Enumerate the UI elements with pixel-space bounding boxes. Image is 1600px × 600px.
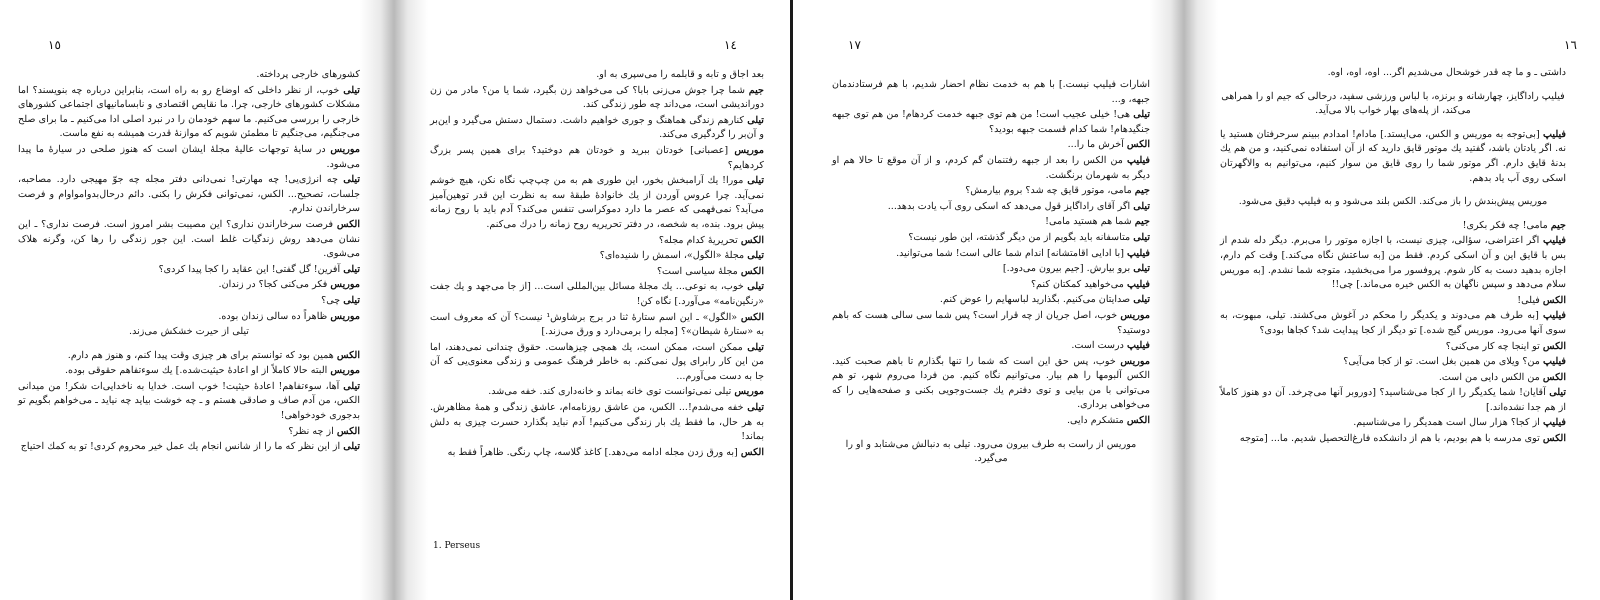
speaker-name: تیلی (747, 250, 764, 262)
dialogue-line (1220, 309, 1566, 338)
line-text: شما هم هستید مامی! (1045, 216, 1132, 228)
speaker-name: تیلی (343, 441, 360, 453)
line-text: توی مدرسه با هم بودیم، با هم از دانشکده فارغ‌التحصیل شدیم. ما... [متوجه (1239, 433, 1540, 445)
speaker-name: تیلی (747, 281, 764, 293)
line-text: [بی‌توجه به موریس و الکس، می‌ایستد.] مادام! امدادم ببینم سرحرفتان هستید یا نه. اگر یادتان باشد، گفتید یك موتور قایق دارید که از آن استفاده نمی‌کنید، و من هم یك بدنهٔ قایق دارم. اگر موتور شما را روی قایق من سوار کنیم، می‌توانیم به والاگهرتان اسکی روی آب یاد بدهم. (1220, 128, 1566, 184)
line-text: از چه نظر؟ (288, 425, 334, 437)
line-text: خفه می‌شدم!... الکس، من عاشق روزنامه‌ام، عاشق زندگی و همهٔ مظاهرش. به هر حال، ما فقط یك بار زندگی می‌کنیم! آدم نباید بگذارد حسرت چیزی به دلش بماند! (430, 402, 764, 443)
line-text: خوب، به نوعی... یك مجلهٔ مسائل بین‌المللی است... [از جا می‌جهد و یك جفت «رنگین‌نامه» می‌آورد.] نگاه کن! (430, 281, 764, 307)
page-number: ١٦ (1564, 38, 1577, 52)
speaker-name: تیلی (343, 380, 361, 392)
page-text (18, 68, 360, 456)
line-text: مجلهٔ «الگول»، اسمش را شنیده‌ای؟ (599, 250, 745, 262)
line-text: اگر اعتراضی، سؤالی، چیزی نیست، با اجازه موتور را می‌برم. دیگر دله شدم از بس با قایق این و آن اسکی کردم. فقط من [به ساعتش نگاه می‌کند.] وقت کم دارم، اجازه بدهید دست به کار شوم. پروفسور مرا می‌بخشید، متوجه شما نشدم. [به موریس سلام می‌دهد و سپس ناگهان به الکس خیره می‌ماند.] چی!! (1220, 235, 1566, 291)
dialogue-line (18, 173, 360, 217)
dialogue-line (430, 311, 764, 340)
line-text: متشکرم دایی. (1066, 415, 1124, 427)
line-text: فیلی! (1517, 294, 1540, 306)
dialogue-line (430, 144, 764, 173)
dialogue-line (1220, 432, 1566, 447)
dialogue-line (18, 263, 360, 278)
speaker-name: موریس (1120, 309, 1150, 321)
spread-divider (788, 0, 800, 600)
dialogue-line (832, 309, 1150, 338)
speaker-name: الکس (1126, 139, 1150, 151)
speaker-name: فیلیپ (1543, 417, 1566, 429)
dialogue-line (430, 84, 764, 113)
speaker-name: تیلی (747, 402, 764, 414)
page-15 (0, 0, 394, 600)
speaker-name: جیم (1134, 185, 1150, 197)
line-text: موریس پیش‌بندش را باز می‌کند. الکس بلند می‌شود و به فیلیپ دقیق می‌شود. (1238, 196, 1548, 208)
dialogue-line (430, 265, 764, 280)
dialogue-line (832, 184, 1150, 199)
speaker-name: موریس (734, 386, 764, 398)
dialogue-line (18, 380, 360, 424)
dialogue-line (832, 231, 1150, 246)
dialogue-line (1220, 219, 1566, 234)
speaker-name: تیلی (343, 84, 360, 96)
dialogue-line (18, 310, 360, 325)
speaker-name: تیلی (1133, 263, 1150, 275)
line-text: تیلی از حیرت خشکش می‌زند. (129, 326, 249, 338)
line-text: هی! خیلی عجیب است! من هم توی جبهه خدمت کردهام! من هم توی جبهه جنگیدهام! شما کدام قسمت جبهه بودید؟ (832, 109, 1150, 135)
line-text: مامی! چه فکر بکری! (1462, 219, 1548, 231)
left-spread (0, 0, 788, 600)
line-text: من الکس دایی من است. (1438, 371, 1540, 383)
speaker-name: تیلی (343, 263, 360, 275)
gutter-shadow (1150, 0, 1184, 600)
speaker-name: الکس (336, 218, 360, 230)
speaker-name: تیلی (1549, 387, 1566, 399)
speaker-name: جیم (1134, 216, 1150, 228)
line-text: اگر آقای راداگایز قول می‌دهد که اسکی روی آب یادت بدهد... (887, 200, 1131, 212)
speaker-name: موریس (734, 144, 764, 156)
dialogue-line (1220, 386, 1566, 415)
dialogue-line (430, 234, 764, 249)
dialogue-line (832, 200, 1150, 215)
right-spread (800, 0, 1600, 600)
line-text: ظاهراً ده سالی زندان بوده. (218, 310, 328, 322)
dialogue-line (18, 218, 360, 262)
dialogue-line (1220, 416, 1566, 431)
line-text: بعد اجاق و تابه و قابلمه را می‌سپری به او. (596, 69, 764, 80)
speaker-name: الکس (1126, 415, 1150, 427)
line-text: آفرین! گل گفتی! این عقاید را کجا پیدا کردی؟ (158, 263, 341, 275)
dialogue-line (430, 385, 764, 400)
speaker-name: الکس (740, 234, 764, 246)
speaker-name: موریس (330, 279, 360, 291)
speaker-name: موریس (1120, 355, 1150, 367)
line-text: [به ورق زدن مجله ادامه می‌دهد.] کاغذ گلاسه، چاپ رنگی. ظاهراً فقط به (447, 446, 738, 458)
dialogue-line (1220, 371, 1566, 386)
page-text (1220, 66, 1566, 448)
speaker-name: تیلی (343, 174, 360, 186)
line-text: فیلیپ راداگایز، چهارشانه و برنزه، با لباس ورزشی سفید، درحالی که جیم او را همراهی می‌کند، از پله‌های بهار خواب بالا می‌آید. (1221, 90, 1565, 117)
line-text: من؟ ویلای من همین بغل است. تو از کجا می‌آیی؟ (1343, 356, 1540, 368)
speaker-name: فیلیپ (1543, 356, 1566, 368)
line-text: من الکس را بعد از جبهه رفتنمان گم کردم، و از آن موقع تا حالا هم او دیگر به شهرمان برنگشت. (832, 154, 1150, 181)
speaker-name: الکس (740, 265, 764, 277)
speaker-name: تیلی (1133, 200, 1150, 212)
gutter-shadow (1184, 0, 1218, 600)
line-text: آقایان! شما یکدیگر را از کجا می‌شناسید؟ [دوروبر آنها می‌چرخد. آن دو هنوز کاملاً از هم جدا نشده‌اند.] (1220, 387, 1566, 413)
stage-direction (832, 438, 1150, 467)
speaker-name: الکس (1542, 371, 1566, 383)
line-text: شما چرا جوش می‌زنی بابا؟ کی می‌خواهد زن بگیرد، شما یا من؟ مادر من زن دوراندیشی است، می‌داند چه طور زندگی کند. (430, 84, 764, 111)
page-17 (800, 0, 1184, 600)
dialogue-line (832, 154, 1150, 183)
stage-direction (1220, 90, 1566, 119)
dialogue-line (18, 425, 360, 440)
line-text: موریس از راست به طرف بیرون می‌رود. تیلی به دنبالش می‌شتابد و او را می‌گیرد. (845, 438, 1137, 465)
stage-direction (18, 325, 360, 340)
dialogue-line (1220, 294, 1566, 309)
line-text: فکر می‌کنی کجا؟ در زندان. (218, 279, 328, 291)
dialogue-line (832, 215, 1150, 230)
dialogue-line (430, 341, 764, 385)
line-text: کنارهم زندگی هماهنگ و جوری خواهیم داشت. دستمال دستش می‌گیرد و این‌بر و آن‌بر را گردگیری می‌کند. (430, 114, 764, 141)
speaker-name: فیلیپ (1127, 340, 1150, 352)
speaker-name: تیلی (747, 175, 764, 187)
speaker-name: فیلیپ (1543, 128, 1566, 140)
line-text: درست است. (1071, 340, 1124, 352)
line-text: برو بیارش. [جیم بیرون می‌دود.] (1002, 263, 1131, 275)
line-text: تو اینجا چه کار می‌کنی؟ (1445, 340, 1540, 352)
speaker-name: تیلی (747, 341, 764, 353)
line-text: خوب، از نظر داخلی که اوضاع رو به راه است، بنابراین درباره چه بنویسند؟ اما مشکلات کشورهای خارجی، چرا. ما نقایص اقتصادی و نابسامانیهای اجتماعی کشورهای خارجی را بررسی می‌کنیم. ما سهم خودمان را در نبرد اصلی ادا می‌کنیم ـ ما برای صلح می‌جنگیم، می‌جنگیم تا مطمئن شویم که موازنهٔ قدرت همیشه به نفع ماست. (18, 84, 360, 140)
dialogue-line (1220, 355, 1566, 370)
page-14 (394, 0, 788, 600)
stage-direction (1220, 195, 1566, 210)
speaker-name: فیلیپ (1543, 310, 1566, 322)
page-16 (1184, 0, 1600, 600)
speaker-name: جیم (748, 84, 764, 96)
page-text (832, 78, 1150, 468)
speaker-name: فیلیپ (1127, 278, 1150, 290)
gutter-shadow (360, 0, 394, 600)
line-text: مورا! یك آرامبخش بخور، این طوری هم به من چپ‌چپ نگاه نکن، هیچ خوشم نمی‌آید. چرا عروس آوردن از یك خانوادهٔ طبقهٔ سه به نظرت این قدر توهین‌آمیز می‌آید؟ نمی‌فهمی که عصر ما دارد دموکراسی تنفس می‌کند؟ آدم باید با روح زمانه پیش برود. بنده، به شخصه، در دفتر تحریریه روح زمانه را درك می‌کنم. (430, 175, 764, 230)
dialogue-line (832, 339, 1150, 354)
dialogue-line (430, 114, 764, 143)
dialogue-line (1220, 234, 1566, 292)
dialogue-line (18, 364, 360, 379)
line-text: از کجا؟ هزار سال است همدیگر را می‌شناسیم. (1353, 417, 1540, 429)
page-number: ١٤ (724, 38, 737, 52)
dialogue-line (832, 247, 1150, 262)
footnote: 1. Perseus (433, 541, 481, 551)
line-text: «الگول» ـ این اسم ستارهٔ ثنا در برج برشاوش¹ نیست؟ آن که معروف است به «ستارهٔ شیطان»؟ [مجله را برمی‌دارد و ورق می‌زند.] (430, 311, 764, 338)
dialogue-line (18, 278, 360, 293)
dialogue-line (1220, 340, 1566, 355)
dialogue-line (430, 401, 764, 445)
speaker-name: جیم (1550, 219, 1566, 231)
line-text: چی؟ (321, 294, 341, 306)
speaker-name: موریس (330, 310, 360, 322)
dialogue-line (832, 138, 1150, 153)
speaker-name: تیلی (1133, 294, 1150, 306)
speaker-name: تیلی (343, 294, 360, 306)
dialogue-line (18, 294, 360, 309)
dialogue-line (832, 293, 1150, 308)
dialogue-line (832, 78, 1150, 107)
dialogue-line (430, 174, 764, 232)
speaker-name: تیلی (1133, 231, 1150, 243)
line-text: صدایتان می‌کنیم. بگذارید لباسهایم را عوض کنم. (939, 294, 1131, 306)
speaker-name: الکس (740, 446, 764, 458)
line-text: [به طرف هم می‌دوند و یکدیگر را محکم در آغوش می‌کشند. تیلی، مبهوت، به سوی آنها می‌رود. موریس گیج شده.] تو دیگر از کجا پیدایت شد؟ کجاها بودی؟ (1220, 310, 1566, 336)
line-text: ممکن است، ممکن است، یك همچی چیزهاست. حقوق چندانی نمی‌دهند، اما من این کار رابرای پول نمی‌کنم. به خاطر فرهنگ عمومی و زندگی معنوی‌یی که آن جا به دست می‌آورم... (430, 341, 764, 382)
dialogue-line (832, 108, 1150, 137)
line-text: البته حالا کاملاً از او اعادهٔ حیثیت‌شده.] یك سوءتفاهم حقوقی بوده. (65, 365, 328, 377)
line-text: آها، سوءتفاهم! اعادهٔ حیثیت! خوب است. خدایا به ناخدایی‌ات شکر! من میدانی الکس، من آدم صاف و صادقی هستم و ـ چه خوشت بیاید چه نیاید ـ می‌خواهم بگویم تو بدجوری خودخواهی! (18, 380, 360, 422)
dialogue-line (430, 280, 764, 309)
line-text: داشتی ـ و ما چه قدر خوشحال می‌شدیم اگر... اوه، اوه، اوه. (1327, 67, 1566, 78)
speaker-name: الکس (1542, 340, 1566, 352)
speaker-name: الکس (336, 425, 360, 437)
line-text: چه انرژی‌یی! چه مهارتی! نمی‌دانی دفتر مجله چه جوّ مهیجی دارد. مصاحبه، جلسات، تصحیح... الکس، نمی‌توانی فکرش را بکنی. دائم درحال‌بدوامواوام و فرصت سرخاراندن ندارم. (18, 174, 360, 215)
line-text: کشورهای خارجی پرداخته. (256, 69, 360, 80)
line-text: تیلی نمی‌توانست توی خانه بماند و خانه‌داری کند. خفه می‌شد. (488, 386, 732, 398)
line-text: می‌خواهید کمکتان کنم؟ (1030, 278, 1124, 290)
dialogue-line (832, 414, 1150, 429)
dialogue-line (1220, 128, 1566, 186)
page-number: ١٧ (848, 38, 861, 52)
speaker-name: الکس (740, 311, 764, 323)
speaker-name: موریس (330, 143, 360, 155)
line-text: آخرش ما را... (1067, 139, 1124, 151)
speaker-name: الکس (1542, 294, 1566, 306)
dialogue-line (1220, 66, 1566, 81)
line-text: [عصبانی] خودتان ببرید و خودتان هم دوختید؟ برای همین پسر بزرگ کردهایم؟ (430, 144, 764, 171)
dialogue-line (18, 440, 360, 455)
line-text: خوب، اصل جریان از چه قرار است؟ پس شما سی سالی هست که باهم دوستید؟ (832, 309, 1150, 336)
line-text: خوب، پس حق این است که شما را تنها بگذارم تا باهم صحبت کنید. الکس آلبومها را هم بیار. می‌توانیم نگاه کنیم. من فردا می‌روم شهر، تو هم می‌توانی با من بیایی و توی دفترم یك جست‌وجویی بکنی و صفحه‌هایی را که می‌خواهی برداری. (832, 355, 1150, 411)
line-text: در سایهٔ توجهات عالیهٔ مجلهٔ ایشان است که هنوز صلحی در سیارهٔ ما پیدا می‌شود. (18, 143, 360, 170)
dialogue-line (430, 446, 764, 461)
speaker-name: فیلیپ (1543, 235, 1566, 247)
dialogue-line (832, 262, 1150, 277)
dialogue-line (18, 68, 360, 83)
line-text: همین بود که توانستم برای هر چیزی وقت پیدا کنم، و هنوز هم دارم. (67, 349, 334, 361)
line-text: مجلهٔ سیاسی است؟ (656, 265, 738, 277)
line-text: متاسفانه باید بگویم از من دیگر گذشته، این طور نیست؟ (908, 231, 1131, 243)
speaker-name: تیلی (1133, 109, 1150, 121)
speaker-name: فیلیپ (1127, 247, 1150, 259)
page-number: ١٥ (48, 38, 61, 52)
page-text (430, 68, 764, 461)
line-text: تحریریهٔ کدام مجله؟ (658, 234, 738, 246)
line-text: [با ادایی اقامتشانه] اندام شما عالی است! شما می‌توانید. (896, 247, 1124, 259)
dialogue-line (832, 278, 1150, 293)
speaker-name: الکس (336, 349, 360, 361)
line-text: اشارات فیلیپ نیست.] با هم به خدمت نظام احضار شدیم، با هم فرستادندمان جبهه، و... (832, 79, 1150, 105)
speaker-name: فیلیپ (1127, 154, 1150, 166)
dialogue-line (18, 84, 360, 142)
speaker-name: موریس (330, 365, 360, 377)
dialogue-line (430, 68, 764, 83)
gutter-shadow (394, 0, 428, 600)
dialogue-line (18, 143, 360, 172)
dialogue-line (832, 355, 1150, 413)
line-text: از این نظر که ما را از شانس انجام یك عمل خیر محروم کردی! تو به کمك احتیاج (20, 441, 341, 453)
dialogue-line (18, 349, 360, 364)
line-text: مامی، موتور قایق چه شد؟ بروم بیارمش؟ (965, 185, 1132, 197)
speaker-name: الکس (1542, 433, 1566, 445)
line-text: فرصت سرخاراندن نداری؟ این مصیبت بشر امروز است. فرصت نداری؟ ـ این نشان می‌دهد روش زندگیات غلط است. این جور زندگی را رها کن، وگرنه هلاک می‌شوی. (18, 218, 360, 260)
dialogue-line (430, 249, 764, 264)
speaker-name: تیلی (747, 114, 764, 126)
